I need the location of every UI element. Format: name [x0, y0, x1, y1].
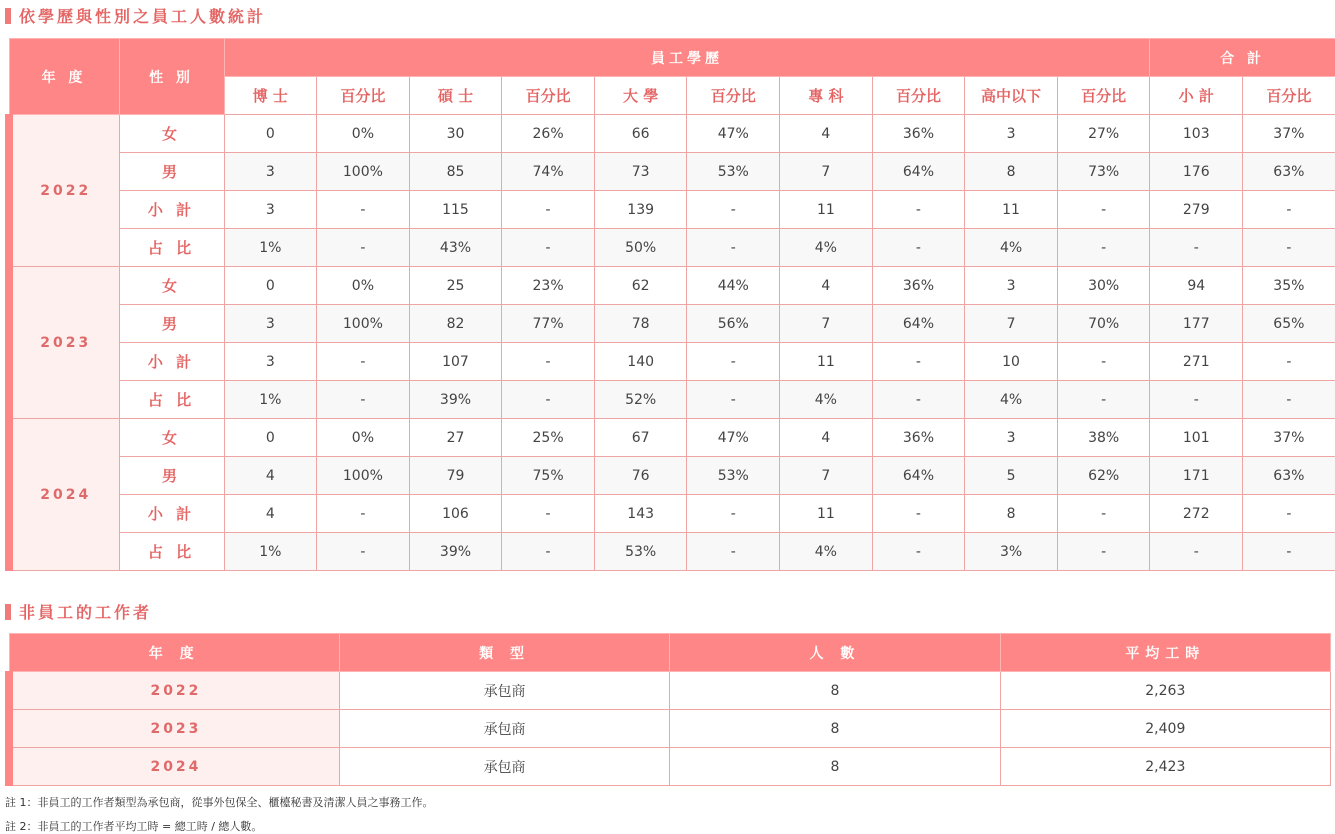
row-label: 小 計 — [119, 495, 224, 533]
value-cell: - — [1243, 495, 1335, 533]
value-cell: 3% — [965, 533, 1058, 571]
table-header — [9, 39, 1335, 115]
row-label: 小 計 — [119, 343, 224, 381]
header-count: 人 數 — [670, 634, 1000, 672]
value-cell: - — [502, 533, 595, 571]
value-cell: 177 — [1150, 305, 1243, 343]
value-cell: - — [687, 229, 780, 267]
value-cell: 100% — [317, 457, 410, 495]
value-cell: 100% — [317, 153, 410, 191]
value-cell: - — [1150, 381, 1243, 419]
value-cell: 73% — [1057, 153, 1150, 191]
value-cell: 78 — [594, 305, 687, 343]
value-cell: 3 — [224, 305, 317, 343]
subheader-cell: 高中以下 — [965, 77, 1058, 115]
year-cell: 2024 — [9, 419, 119, 571]
value-cell: 30 — [409, 115, 502, 153]
row-label: 女 — [119, 419, 224, 457]
value-cell: 176 — [1150, 153, 1243, 191]
header-education: 員工學歷 — [224, 39, 1150, 77]
title-accent-bar — [5, 8, 11, 24]
value-cell: 11 — [780, 343, 873, 381]
value-cell: 1% — [224, 381, 317, 419]
value-cell: 73 — [594, 153, 687, 191]
value-cell: 77% — [502, 305, 595, 343]
header-gender: 性 別 — [119, 39, 224, 115]
value-cell: 7 — [965, 305, 1058, 343]
value-cell: 70% — [1057, 305, 1150, 343]
count-cell: 8 — [670, 748, 1000, 786]
header-type: 類 型 — [339, 634, 669, 672]
value-cell: 85 — [409, 153, 502, 191]
subheader-cell: 小 計 — [1150, 77, 1243, 115]
value-cell: - — [502, 191, 595, 229]
type-cell: 承包商 — [339, 710, 669, 748]
table2-header-row — [9, 634, 1331, 672]
value-cell: 27 — [409, 419, 502, 457]
row-label: 小 計 — [119, 191, 224, 229]
value-cell: 11 — [965, 191, 1058, 229]
value-cell: - — [1057, 381, 1150, 419]
value-cell: - — [317, 191, 410, 229]
value-cell: 7 — [780, 457, 873, 495]
value-cell: 35% — [1243, 267, 1335, 305]
value-cell: 4 — [780, 115, 873, 153]
value-cell: 271 — [1150, 343, 1243, 381]
table-row — [9, 153, 1335, 191]
value-cell: 94 — [1150, 267, 1243, 305]
count-cell: 8 — [670, 672, 1000, 710]
value-cell: 3 — [965, 419, 1058, 457]
value-cell: 53% — [687, 153, 780, 191]
table2-body — [9, 672, 1331, 786]
value-cell: 0 — [224, 419, 317, 457]
value-cell: 63% — [1243, 153, 1335, 191]
value-cell: 279 — [1150, 191, 1243, 229]
value-cell: 36% — [872, 419, 965, 457]
value-cell: 53% — [594, 533, 687, 571]
value-cell: - — [872, 343, 965, 381]
value-cell: - — [1243, 343, 1335, 381]
value-cell: 4% — [780, 533, 873, 571]
value-cell: 143 — [594, 495, 687, 533]
year-cell: 2022 — [9, 115, 119, 267]
value-cell: - — [317, 381, 410, 419]
value-cell: - — [317, 343, 410, 381]
table-row — [9, 419, 1335, 457]
value-cell: - — [317, 495, 410, 533]
value-cell: - — [872, 381, 965, 419]
value-cell: 82 — [409, 305, 502, 343]
value-cell: 4 — [780, 267, 873, 305]
value-cell: 37% — [1243, 419, 1335, 457]
row-label: 女 — [119, 267, 224, 305]
value-cell: 44% — [687, 267, 780, 305]
value-cell: - — [687, 495, 780, 533]
value-cell: - — [1057, 343, 1150, 381]
table-row — [9, 267, 1335, 305]
year-cell: 2023 — [9, 710, 339, 748]
table2-row — [9, 748, 1331, 786]
value-cell: 36% — [872, 115, 965, 153]
value-cell: 8 — [965, 495, 1058, 533]
subheader-cell: 百分比 — [502, 77, 595, 115]
value-cell: 65% — [1243, 305, 1335, 343]
value-cell: 5 — [965, 457, 1058, 495]
value-cell: 11 — [780, 191, 873, 229]
value-cell: 0% — [317, 267, 410, 305]
header-year: 年 度 — [9, 634, 339, 672]
value-cell: 7 — [780, 305, 873, 343]
header-avg-hours: 平均工時 — [1000, 634, 1330, 672]
subheader-cell: 碩 士 — [409, 77, 502, 115]
table-row — [9, 381, 1335, 419]
value-cell: 4% — [965, 229, 1058, 267]
value-cell: - — [1057, 533, 1150, 571]
value-cell: 62 — [594, 267, 687, 305]
title-accent-bar — [5, 604, 11, 620]
footnote-1: 註 1：非員工的工作者類型為承包商，從事外包保全、櫃檯秘書及清潔人員之事務工作。 — [5, 796, 434, 809]
value-cell: 1% — [224, 533, 317, 571]
value-cell: 8 — [965, 153, 1058, 191]
row-label: 占 比 — [119, 533, 224, 571]
value-cell: 7 — [780, 153, 873, 191]
value-cell: 1% — [224, 229, 317, 267]
value-cell: 74% — [502, 153, 595, 191]
value-cell: 101 — [1150, 419, 1243, 457]
value-cell: 79 — [409, 457, 502, 495]
value-cell: 272 — [1150, 495, 1243, 533]
value-cell: 107 — [409, 343, 502, 381]
table-row — [9, 495, 1335, 533]
value-cell: 4% — [780, 229, 873, 267]
value-cell: - — [1243, 533, 1335, 571]
value-cell: - — [502, 343, 595, 381]
value-cell: 64% — [872, 153, 965, 191]
table-row — [9, 229, 1335, 267]
value-cell: 30% — [1057, 267, 1150, 305]
value-cell: - — [502, 495, 595, 533]
value-cell: 64% — [872, 457, 965, 495]
row-label: 女 — [119, 115, 224, 153]
section-title-non-employee — [5, 600, 152, 623]
value-cell: 43% — [409, 229, 502, 267]
value-cell: 4 — [224, 495, 317, 533]
subheader-cell: 百分比 — [687, 77, 780, 115]
value-cell: 3 — [224, 343, 317, 381]
subheader-cell: 百分比 — [317, 77, 410, 115]
value-cell: - — [872, 229, 965, 267]
table-row — [9, 343, 1335, 381]
value-cell: 171 — [1150, 457, 1243, 495]
value-cell: - — [1243, 381, 1335, 419]
value-cell: 47% — [687, 115, 780, 153]
education-gender-table — [5, 38, 1335, 571]
table-body — [9, 115, 1335, 571]
row-label: 男 — [119, 457, 224, 495]
value-cell: 140 — [594, 343, 687, 381]
value-cell: 50% — [594, 229, 687, 267]
section-title-education-gender — [5, 4, 266, 27]
value-cell: 62% — [1057, 457, 1150, 495]
value-cell: 11 — [780, 495, 873, 533]
value-cell: 76 — [594, 457, 687, 495]
value-cell: 0% — [317, 419, 410, 457]
table-row — [9, 533, 1335, 571]
table-row — [9, 457, 1335, 495]
value-cell: - — [1150, 533, 1243, 571]
section-title-text: 非員工的工作者 — [19, 603, 153, 622]
value-cell: 39% — [409, 533, 502, 571]
value-cell: - — [317, 229, 410, 267]
year-cell: 2022 — [9, 672, 339, 710]
value-cell: 3 — [965, 115, 1058, 153]
value-cell: 0 — [224, 115, 317, 153]
non-employee-table — [5, 633, 1331, 786]
value-cell: - — [687, 381, 780, 419]
value-cell: 100% — [317, 305, 410, 343]
value-cell: 3 — [965, 267, 1058, 305]
value-cell: - — [872, 495, 965, 533]
count-cell: 8 — [670, 710, 1000, 748]
value-cell: - — [317, 533, 410, 571]
value-cell: 75% — [502, 457, 595, 495]
table2-row — [9, 672, 1331, 710]
value-cell: - — [687, 343, 780, 381]
value-cell: 4 — [780, 419, 873, 457]
value-cell: 10 — [965, 343, 1058, 381]
value-cell: 115 — [409, 191, 502, 229]
value-cell: - — [872, 191, 965, 229]
type-cell: 承包商 — [339, 748, 669, 786]
table-row — [9, 115, 1335, 153]
year-cell: 2024 — [9, 748, 339, 786]
value-cell: 3 — [224, 153, 317, 191]
value-cell: 3 — [224, 191, 317, 229]
header-year: 年 度 — [9, 39, 119, 115]
type-cell: 承包商 — [339, 672, 669, 710]
row-label: 占 比 — [119, 229, 224, 267]
value-cell: - — [687, 191, 780, 229]
year-cell: 2023 — [9, 267, 119, 419]
value-cell: 4% — [780, 381, 873, 419]
header-total: 合 計 — [1150, 39, 1335, 77]
section-title-text: 依學歷與性別之員工人數統計 — [19, 7, 267, 26]
value-cell: - — [1150, 229, 1243, 267]
table-row — [9, 191, 1335, 229]
table2-row — [9, 710, 1331, 748]
value-cell: 37% — [1243, 115, 1335, 153]
value-cell: - — [1243, 191, 1335, 229]
value-cell: 53% — [687, 457, 780, 495]
value-cell: 27% — [1057, 115, 1150, 153]
row-label: 男 — [119, 153, 224, 191]
value-cell: 39% — [409, 381, 502, 419]
value-cell: 38% — [1057, 419, 1150, 457]
value-cell: 25% — [502, 419, 595, 457]
avg-hours-cell: 2,263 — [1000, 672, 1330, 710]
value-cell: 4 — [224, 457, 317, 495]
subheader-cell: 專 科 — [780, 77, 873, 115]
value-cell: - — [687, 533, 780, 571]
value-cell: 64% — [872, 305, 965, 343]
value-cell: 4% — [965, 381, 1058, 419]
value-cell: 23% — [502, 267, 595, 305]
subheader-cell: 百分比 — [1243, 77, 1335, 115]
value-cell: 36% — [872, 267, 965, 305]
subheader-cell: 博 士 — [224, 77, 317, 115]
value-cell: 47% — [687, 419, 780, 457]
value-cell: 103 — [1150, 115, 1243, 153]
value-cell: 63% — [1243, 457, 1335, 495]
avg-hours-cell: 2,409 — [1000, 710, 1330, 748]
value-cell: 0 — [224, 267, 317, 305]
value-cell: 67 — [594, 419, 687, 457]
value-cell: 56% — [687, 305, 780, 343]
value-cell: 52% — [594, 381, 687, 419]
value-cell: 25 — [409, 267, 502, 305]
subheader-cell: 百分比 — [1057, 77, 1150, 115]
row-label: 占 比 — [119, 381, 224, 419]
value-cell: 0% — [317, 115, 410, 153]
value-cell: - — [1057, 229, 1150, 267]
value-cell: - — [1057, 191, 1150, 229]
value-cell: - — [1243, 229, 1335, 267]
value-cell: - — [502, 381, 595, 419]
subheader-cell: 大 學 — [594, 77, 687, 115]
value-cell: 26% — [502, 115, 595, 153]
value-cell: - — [502, 229, 595, 267]
value-cell: 66 — [594, 115, 687, 153]
value-cell: 106 — [409, 495, 502, 533]
table-row — [9, 305, 1335, 343]
subheader-cell: 百分比 — [872, 77, 965, 115]
row-label: 男 — [119, 305, 224, 343]
footnote-2: 註 2：非員工的工作者平均工時 = 總工時 / 總人數。 — [5, 820, 263, 833]
value-cell: - — [1057, 495, 1150, 533]
value-cell: 139 — [594, 191, 687, 229]
value-cell: - — [872, 533, 965, 571]
avg-hours-cell: 2,423 — [1000, 748, 1330, 786]
